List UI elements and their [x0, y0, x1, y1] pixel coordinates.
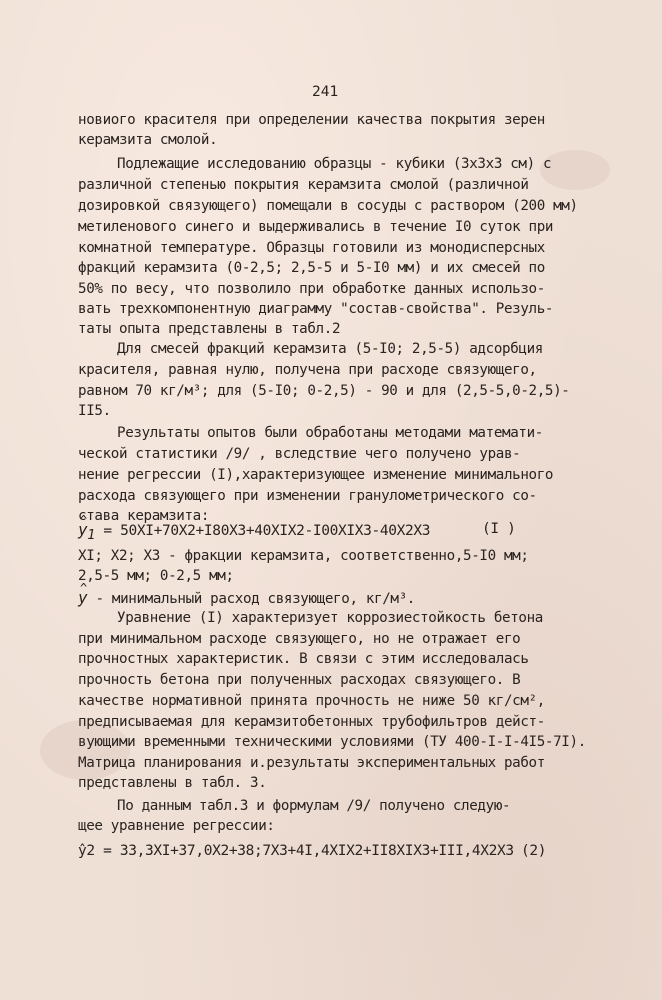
- text-line: нение регрессии (I),характеризующее изменение минимального: [78, 467, 554, 483]
- text-line: става керамзита:: [78, 508, 210, 524]
- text-line: II5.: [78, 403, 111, 419]
- text-line: фракций керамзита (0-2,5; 2,5-5 и 5-I0 мм) и их смесей по: [78, 260, 545, 276]
- text-line: красителя, равная нулю, получена при расходе связующего,: [78, 362, 537, 378]
- text-line: Матрица планирования и.результаты экспериментальных работ: [78, 755, 545, 771]
- text-line: XI; X2; X3 - фракции керамзита, соответственно,5-I0 мм;: [78, 548, 529, 564]
- text-line: различной степенью покрытия керамзита смолой (различной: [78, 177, 529, 193]
- equation-2-number: (2): [521, 843, 547, 859]
- text-line: [78, 588, 415, 609]
- y-hat-symbol: ^ $y_1$: [78, 520, 95, 545]
- text-line: комнатной температуре. Образцы готовили из монодисперсных: [78, 240, 545, 256]
- text-line: Для смесей фракций керамзита (5-I0; 2,5-5) адсорбция: [117, 341, 543, 357]
- text-line: 2,5-5 мм; 0-2,5 мм;: [78, 568, 234, 584]
- equation-2: ŷ2 = 33,3XI+37,0X2+38;7X3+4I,4XIX2+II8XIX3+III,4X2X3: [78, 843, 514, 859]
- text-line: прочность бетона при полученных расходах связующего. В: [78, 672, 521, 688]
- text-line: вать трехкомпонентную диаграмму "состав-свойства". Резуль-: [78, 301, 554, 317]
- text-line: щее уравнение регрессии:: [78, 818, 275, 834]
- text-line: метиленового синего и выдерживались в течение I0 суток при: [78, 219, 554, 235]
- text-line: дозировкой связующего) помещали в сосуды с раствором (200 мм): [78, 198, 578, 214]
- text-line: вующими временными техническими условиями (ТУ 400-I-I-4I5-7I).: [78, 734, 586, 750]
- text-line: представлены в табл. 3.: [78, 775, 267, 791]
- text-line: равном 70 кг/м³; для (5-I0; 0-2,5) - 90 и для (2,5-5,0-2,5)-: [78, 383, 570, 399]
- equation-1-body: = 50XI+70X2+I80X3+40XIX2-I00XIX3-40X2X3: [103, 523, 431, 539]
- text-line: Результаты опытов были обработаны методами математи-: [117, 425, 543, 441]
- text-line: По данным табл.3 и формулам /9/ получено следую-: [117, 798, 511, 814]
- text-line: керамзита смолой.: [78, 132, 218, 148]
- equation-1-number: (I ): [482, 521, 516, 537]
- definition-text: - минимальный расход связующего, кг/м³.: [95, 591, 415, 607]
- text-line: новиого красителя при определении качества покрытия зерен: [78, 112, 545, 128]
- text-line: прочностных характеристик. В связи с этим исследовалась: [78, 651, 529, 667]
- text-line: ческой статистики /9/ , вследствие чего получено урав-: [78, 446, 521, 462]
- text-line: при минимальном расходе связующего, но не отражает его: [78, 631, 521, 647]
- text-line: предписываемая для керамзитобетонных трубофильтров дейст-: [78, 714, 545, 730]
- y-hat-symbol: ^ y: [78, 588, 87, 607]
- page-number: 241: [312, 84, 339, 100]
- text-line: Уравнение (I) характеризует коррозиестойкость бетона: [117, 610, 543, 626]
- text-line: расхода связующего при изменении гранулометрического со-: [78, 488, 537, 504]
- text-line: 50% по весу, что позволило при обработке данных использо-: [78, 281, 545, 297]
- text-line: таты опыта представлены в табл.2: [78, 321, 341, 337]
- text-line: Подлежащие исследованию образцы - кубики (3х3х3 см) с: [117, 156, 552, 172]
- equation-1: [78, 520, 430, 545]
- text-line: качестве нормативной принята прочность не ниже 50 кг/см²,: [78, 693, 545, 709]
